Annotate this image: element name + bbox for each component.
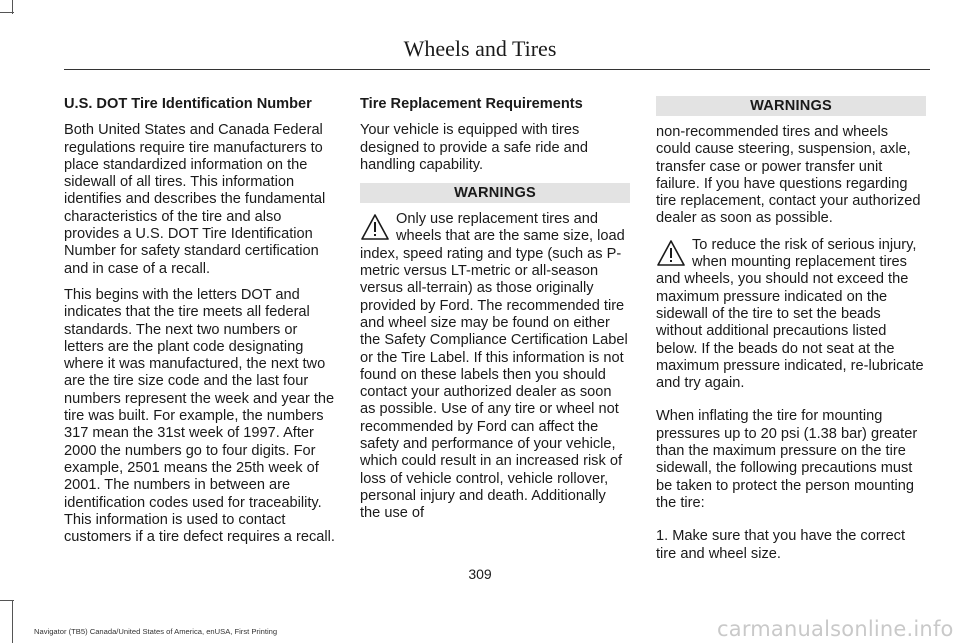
header-rule <box>64 69 930 70</box>
footer-note: Navigator (TB5) Canada/United States of America, enUSA, First Printing <box>34 627 278 636</box>
warning-block <box>360 211 630 522</box>
paragraph: This begins with the letters DOT and indicates that the tire meets all federal standards. The next two numbers or letters are the plant code designating where it was manufactured, the next two are the tire size code and the last four numbers represent the week and year the tire was built. For example, the numbers 317 mean the 31st week of 1997. After 2000 the numbers go to four digits. For example, 2501 means the 25th week of 2001. The numbers in between are identification codes used for traceability. This information is used to contact customers if a tire defect requires a recall. <box>64 286 335 546</box>
section-heading-dot-tin: U.S. DOT Tire Identification Number <box>64 96 312 112</box>
page-title: Wheels and Tires <box>403 36 557 61</box>
watermark: carmanualsonline.info <box>717 617 954 641</box>
warning-triangle-icon <box>656 239 686 267</box>
paragraph: When inflating the tire for mounting pressures up to 20 psi (1.38 bar) greater than the maximum pressure on the tire sidewall, the following precautions must be taken to protect the person mounting the tire: <box>656 408 918 511</box>
section-heading-tire-replacement: Tire Replacement Requirements <box>360 96 583 112</box>
crop-mark <box>12 0 13 14</box>
page-number: 309 <box>468 566 492 582</box>
column-1 <box>64 96 336 555</box>
paragraph: Your vehicle is equipped with tires designed to provide a safe ride and handling capability. <box>360 122 588 173</box>
warning-text: Only use replacement tires and wheels that are the same size, load index, speed rating and type (such as P-metric versus LT-metric or all-season versus all-terrain) as those originally provided by Ford. The recommended tire and wheel size may be found on either the Safety Compliance Certification Label or the Tire Label. If this information is not found on these labels then you should contact your authorized dealer as soon as possible. Use of any tire or wheel not recommended by Ford can affect the safety and performance of your vehicle, which could result in an increased risk of loss of vehicle control, vehicle rollover, personal injury and death. Additionally the use of <box>360 211 628 522</box>
warnings-header: WARNINGS <box>360 183 630 203</box>
warning-block <box>656 237 926 393</box>
column-3 <box>656 96 926 572</box>
warning-text: To reduce the risk of serious injury, when mounting replacement tires and wheels, you should not exceed the maximum pressure indicated on the sidewall of the tire to set the beads without additional precautions listed below. If the beads do not seat at the maximum pressure indicated, re-lubricate and try again. <box>656 236 924 392</box>
warning-triangle-icon <box>360 213 390 241</box>
step-1: 1. Make sure that you have the correct tire and wheel size. <box>656 528 906 562</box>
warnings-header: WARNINGS <box>656 96 926 116</box>
column-2 <box>360 96 630 532</box>
paragraph: Both United States and Canada Federal regulations require tire manufacturers to place standardized information on the sidewall of all tires. This information identifies and describes the fundamental characteristics of the tire and also provides a U.S. DOT Tire Identification Number for safety standard certification and in case of a recall. <box>64 122 326 277</box>
crop-mark <box>12 600 13 643</box>
warning-continued-text: non-recommended tires and wheels could cause steering, suspension, axle, transfer case or power transfer unit failure. If you have questions regarding tire replacement, contact your authorized dealer as soon as possible. <box>656 124 921 227</box>
